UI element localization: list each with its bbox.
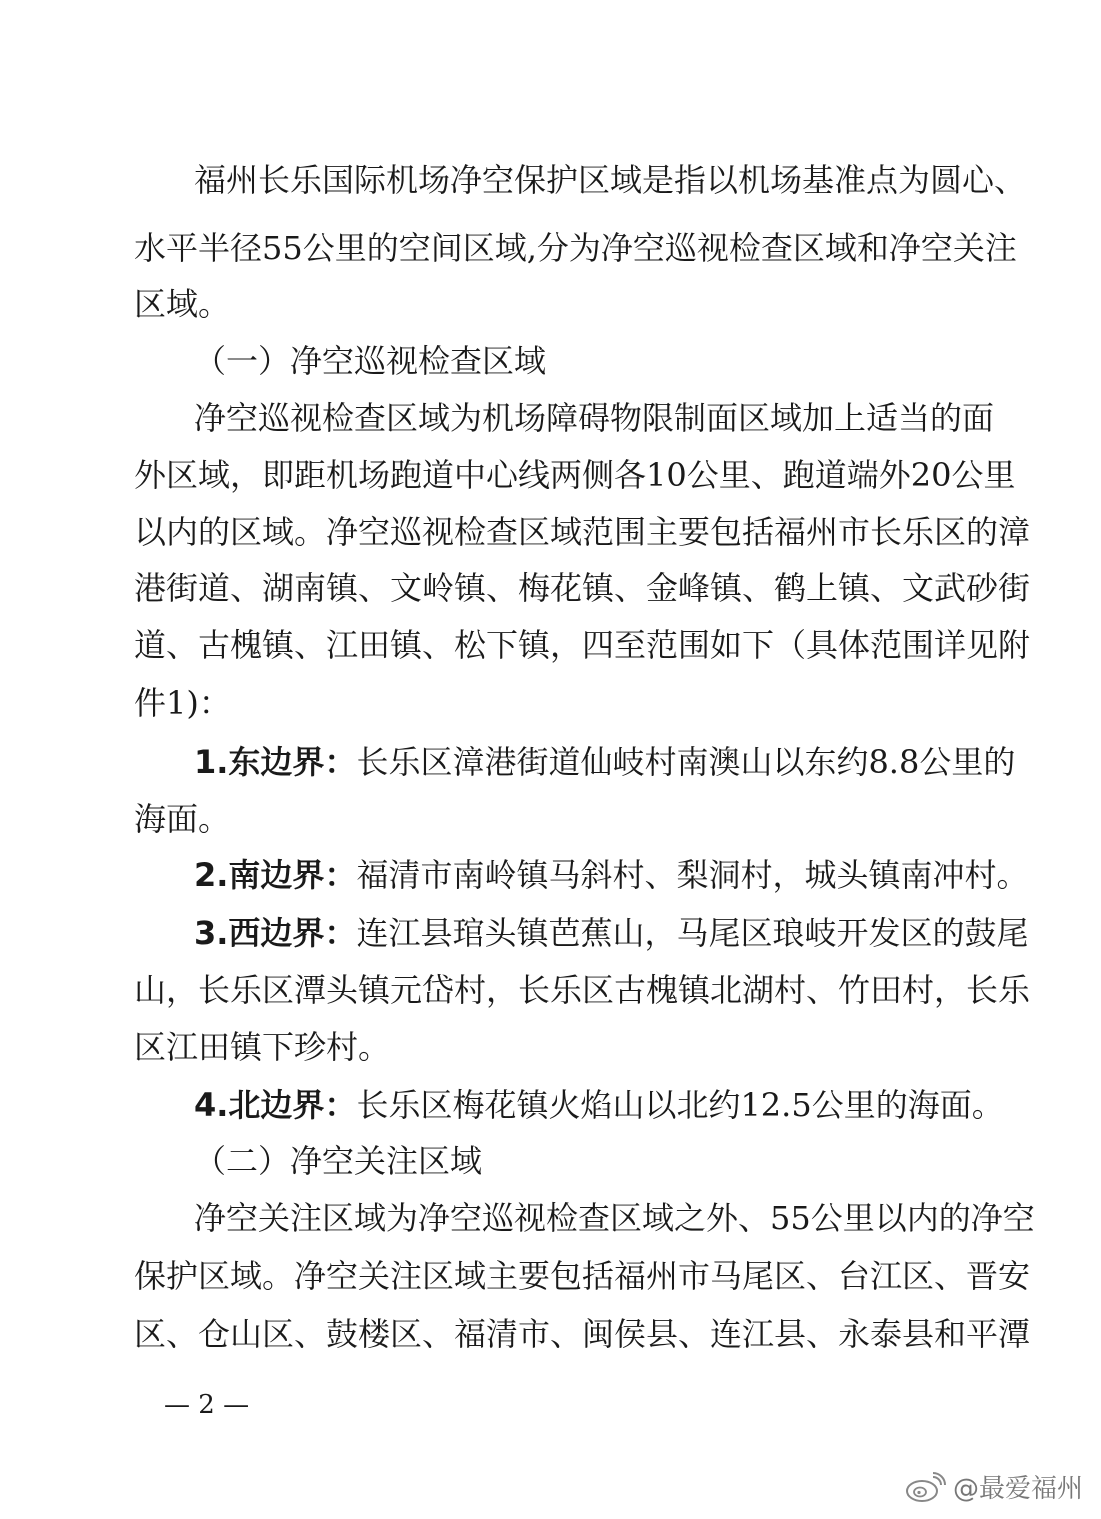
intro-line-2: 水平半径55公里的空间区域,分为净空巡视检查区域和净空关注 bbox=[134, 229, 1017, 267]
intro-line-3: 区域。 bbox=[134, 285, 231, 323]
weibo-logo-icon bbox=[903, 1470, 947, 1504]
east-boundary-line-2: 海面。 bbox=[134, 800, 231, 838]
north-boundary-label: 4.北边界： bbox=[194, 1086, 357, 1124]
south-boundary-label: 2.南边界： bbox=[194, 856, 357, 894]
watermark-text: @最爱福州 bbox=[952, 1474, 1083, 1504]
section2-line-2: 保护区域。净空关注区域主要包括福州市马尾区、台江区、晋安 bbox=[134, 1257, 1031, 1295]
west-boundary-text: 连江县琯头镇芭蕉山，马尾区琅岐开发区的鼓尾 bbox=[356, 914, 1029, 952]
south-boundary-text: 福清市南岭镇马斜村、梨洞村，城头镇南冲村。 bbox=[356, 856, 1029, 894]
north-boundary bbox=[194, 1085, 1004, 1125]
east-boundary bbox=[194, 742, 1016, 782]
east-boundary-label: 1.东边界： bbox=[194, 743, 357, 781]
section1-heading: （一）净空巡视检查区域 bbox=[194, 342, 547, 380]
page-number: — 2 — bbox=[164, 1390, 250, 1420]
section1-line-5: 道、古槐镇、江田镇、松下镇，四至范围如下（具体范围详见附 bbox=[134, 626, 1031, 664]
south-boundary bbox=[194, 855, 1029, 895]
north-boundary-text: 长乐区梅花镇火焰山以北约12.5公里的海面。 bbox=[356, 1086, 1004, 1124]
west-boundary-line-2: 山，长乐区潭头镇元岱村，长乐区古槐镇北湖村、竹田村，长乐 bbox=[134, 971, 1031, 1009]
west-boundary-line-3: 区江田镇下珍村。 bbox=[134, 1028, 391, 1066]
section1-line-2: 外区域，即距机场跑道中心线两侧各10公里、跑道端外20公里 bbox=[134, 456, 1016, 494]
west-boundary-label: 3.西边界： bbox=[194, 914, 357, 952]
section1-line-4: 港街道、湖南镇、文岭镇、梅花镇、金峰镇、鹤上镇、文武砂街 bbox=[134, 569, 1031, 607]
section2-line-3: 区、仓山区、鼓楼区、福清市、闽侯县、连江县、永泰县和平潭 bbox=[134, 1315, 1031, 1353]
east-boundary-text: 长乐区漳港街道仙岐村南澳山以东约8.8公里的 bbox=[356, 743, 1016, 781]
section1-line-1: 净空巡视检查区域为机场障碍物限制面区域加上适当的面 bbox=[194, 399, 995, 437]
section1-line-6: 件1)： bbox=[134, 684, 231, 722]
watermark bbox=[903, 1468, 1083, 1505]
section2-heading: （二）净空关注区域 bbox=[194, 1142, 483, 1180]
west-boundary bbox=[194, 913, 1029, 953]
intro-line-1: 福州长乐国际机场净空保护区域是指以机场基准点为圆心、 bbox=[194, 161, 1027, 199]
section2-line-1: 净空关注区域为净空巡视检查区域之外、55公里以内的净空 bbox=[194, 1199, 1035, 1237]
section1-line-3: 以内的区域。净空巡视检查区域范围主要包括福州市长乐区的漳 bbox=[134, 513, 1031, 551]
